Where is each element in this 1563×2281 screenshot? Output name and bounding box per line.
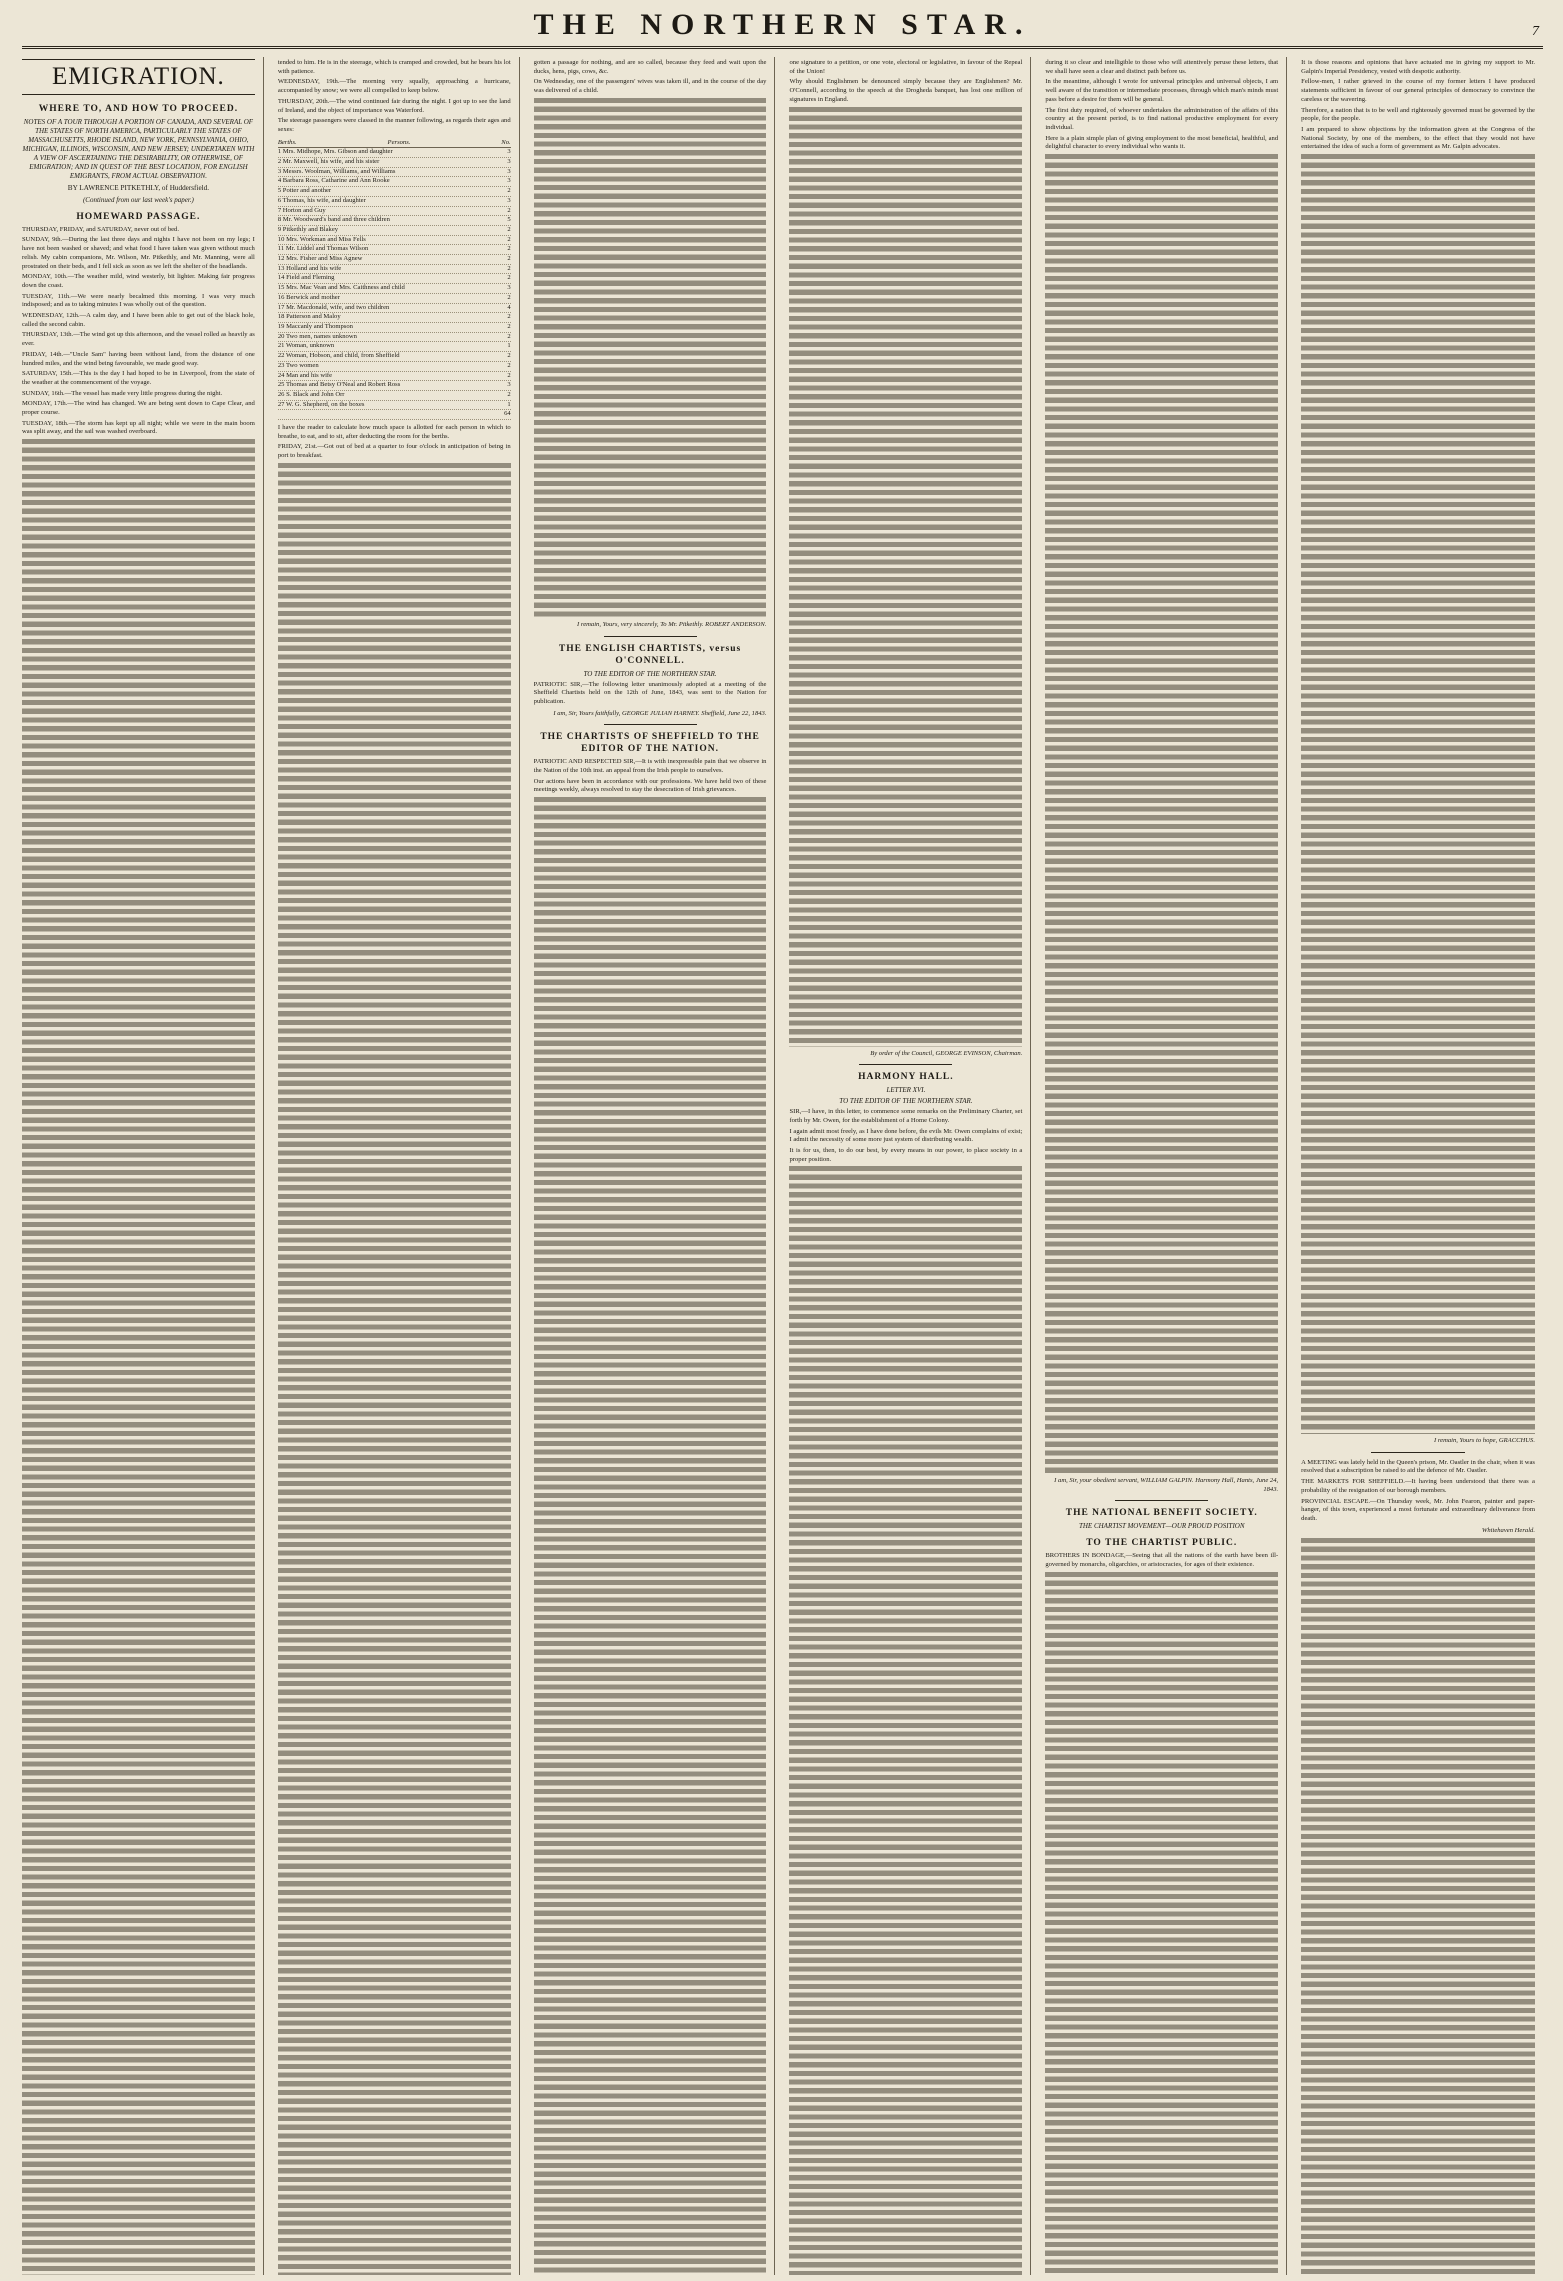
- article-heading: TO THE CHARTIST PUBLIC.: [1086, 1538, 1238, 1549]
- passenger-names: 3 Messrs. Woolman, Williams, and Williams: [277, 167, 396, 175]
- passenger-names: 7 Horton and Guy: [277, 206, 326, 214]
- passenger-row: [278, 187, 511, 197]
- column-2: [278, 57, 520, 2275]
- passenger-names: 21 Woman, unknown: [277, 342, 335, 350]
- article-subheading: THE CHARTIST MOVEMENT—OUR PROUD POSITION: [1078, 1522, 1245, 1531]
- passenger-names: 17 Mr. Macdonald, wife, and two children: [277, 303, 390, 311]
- passenger-count: 2: [507, 332, 511, 340]
- passenger-names: 4 Barbara Ross, Catharine and Ann Rooke: [277, 177, 390, 185]
- passenger-names: 9 Pitkethly and Blakey: [277, 225, 339, 233]
- paragraph: It is for us, then, to do our best, by every means in our power, to place society in a proper position.: [789, 1147, 1023, 1163]
- page-number: 7: [1532, 24, 1539, 39]
- paragraph: Here is a plain simple plan of giving employment to the most beneficial, healthful, and delightful character to every individual who wants it.: [1045, 134, 1279, 151]
- passenger-count: 2: [507, 264, 511, 272]
- passenger-names: 18 Patterson and Maloy: [277, 313, 341, 321]
- paragraph: gotten a passage for nothing, and are so called, because they feed and wait upon the ducks, hens, pigs, cows, &c.: [533, 59, 767, 75]
- paragraph: THURSDAY, 13th.—The wind got up this afternoon, and the vessel rolled as heavily as ever.: [22, 331, 255, 348]
- passenger-row: [278, 304, 511, 314]
- passenger-row: [278, 401, 511, 411]
- paragraph: THE MARKETS FOR SHEFFIELD.—It having been understood that there was a probability of the resignation of our borough members.: [1301, 1478, 1535, 1494]
- letter-signature: I am, Sir, Yours faithfully, GEORGE JULIAN HARNEY. Sheffield, June 22, 1843.: [553, 709, 767, 717]
- paragraph: Our actions have been in accordance with our professions. We have held two of these meetings weekly, always resolved to stay the desecration of Irish grievances.: [533, 777, 767, 794]
- passenger-names: 27 W. G. Shepherd, on the boxes: [277, 400, 365, 408]
- passenger-count: 2: [507, 313, 511, 321]
- passenger-list-persons-header: Persons.: [387, 138, 411, 146]
- passenger-count: 5: [507, 216, 511, 224]
- letter-signoff: I remain, Yours, very sincerely, To Mr. Pitkethly. ROBERT ANDERSON.: [577, 620, 767, 628]
- passenger-count: 3: [507, 167, 511, 175]
- dense-text-block: [1301, 154, 1535, 1434]
- passenger-row: [278, 255, 511, 265]
- paragraph: It is those reasons and opinions that have actuated me in giving my support to Mr. Galpin's Imperial Presidency, vested with despotic authority.: [1301, 59, 1535, 75]
- passenger-names: 23 Two women: [277, 361, 319, 369]
- paragraph: On Wednesday, one of the passengers' wives was taken ill, and in the course of the day was delivered of a child.: [533, 78, 767, 95]
- divider: [1371, 1452, 1465, 1453]
- paragraph: The steerage passengers were classed in the manner following, as regards their ages and sexes:: [277, 117, 511, 133]
- paragraph: PATRIOTIC SIR,—The following letter unanimously adopted at a meeting of the Sheffield Chartists held on the 12th of June, 1843, was sent to the Nation for publication.: [533, 680, 767, 705]
- paragraph: SATURDAY, 15th.—This is the day I had hoped to be in Liverpool, from the state of the weather at the commencement of the voyage.: [22, 370, 255, 386]
- paragraph: one signature to a petition, or one vote, electoral or legislative, in favour of the Repeal of the Union!: [789, 59, 1023, 75]
- passenger-row: [278, 265, 511, 275]
- paragraph: BROTHERS IN BONDAGE,—Seeing that all the nations of the earth have been ill-governed by monarchs, oligarchies, or aristocracies, for ages of their existence.: [1045, 1552, 1279, 1569]
- passenger-names: 5 Potter and another: [277, 187, 332, 195]
- passenger-row: [278, 158, 511, 168]
- passenger-count: 2: [507, 390, 511, 398]
- passenger-row: [278, 372, 511, 382]
- dense-text-block: [534, 98, 767, 618]
- paragraph: PROVINCIAL ESCAPE.—On Thursday week, Mr. John Fearon, painter and paper-hanger, of this town, experienced a most fortunate and extraordinary deliverance from death.: [1301, 1497, 1535, 1522]
- passenger-count: 2: [507, 293, 511, 301]
- continued-note: (Continued from our last week's paper.): [82, 195, 194, 204]
- source-credit: Whitehaven Herald.: [1481, 1526, 1535, 1534]
- dense-text-block: [1301, 1538, 1535, 2275]
- passenger-names: 16 Berwick and mother: [277, 293, 340, 301]
- passenger-names: 12 Mrs. Fisher and Miss Agnew: [277, 255, 363, 263]
- passenger-list-header: [278, 139, 511, 149]
- passenger-names: 1 Mrs. Midhope, Mrs. Gibson and daughter: [277, 148, 393, 156]
- paragraph: SIR,—I have, in this letter, to commence some remarks on the Preliminary Charter, set forth by Mr. Owen, for the establishment of a Home Colony.: [789, 1108, 1023, 1124]
- passenger-row: [278, 274, 511, 284]
- paragraph: tended to him. He is in the steerage, which is cramped and crowded, but he bears his lot with patience.: [277, 59, 511, 75]
- passenger-row: [278, 168, 511, 178]
- passenger-count: 2: [507, 187, 511, 195]
- addressee: TO THE EDITOR OF THE NORTHERN STAR.: [839, 1097, 973, 1106]
- paragraph: WEDNESDAY, 12th.—A calm day, and I have been able to get out of the black hole, called the second cabin.: [22, 312, 255, 328]
- dense-text-block: [1045, 1572, 1278, 2275]
- paragraph: THURSDAY, FRIDAY, and SATURDAY, never out of bed.: [22, 225, 179, 233]
- dense-text-block: [22, 439, 255, 2275]
- divider: [604, 636, 697, 637]
- passenger-list: [278, 139, 511, 420]
- passenger-names: 15 Mrs. Mac Vean and Mrs. Caithness and child: [277, 284, 405, 292]
- divider: [1115, 1500, 1208, 1501]
- divider: [604, 724, 697, 725]
- passenger-total: 64: [504, 410, 511, 418]
- letter-signature: I am, Sir, your obedient servant, WILLIAM GALPIN. Harmony Hall, Hants, June 24, 1843.: [1054, 1477, 1279, 1493]
- paragraph: I am prepared to show objections by the information given at the Congress of the National Society, by one of the members, to the effect that they would not have entertained the idea of such a form of government as Mr. Galpin advocates.: [1301, 125, 1535, 151]
- paragraph: A MEETING was lately held in the Queen's prison, Mr. Oastler in the chair, when it was resolved that a subscription be raised to aid the defence of Mr. Oastler.: [1301, 1458, 1535, 1475]
- paragraph: WEDNESDAY, 19th.—The morning very squally, approaching a hurricane, accompanied by snow; we were all compelled to keep below.: [277, 78, 511, 95]
- passenger-count: 3: [507, 148, 511, 156]
- passenger-row: [278, 352, 511, 362]
- passenger-row: [278, 148, 511, 158]
- passenger-count: 2: [507, 352, 511, 360]
- column-5: [1045, 57, 1287, 2275]
- passenger-list-berths-header: Berths.: [277, 138, 297, 146]
- dense-text-block: [789, 107, 1022, 1047]
- passenger-names: 11 Mr. Liddel and Thomas Wilson: [277, 245, 369, 253]
- dense-text-block: [789, 1166, 1022, 2275]
- dense-text-block: [278, 463, 511, 2275]
- passenger-names: 14 Field and Fleming: [277, 274, 335, 282]
- section-kicker: EMIGRATION.: [22, 59, 255, 95]
- paragraph: I have the reader to calculate how much space is allotted for each person in which to breathe, to eat, and to sit, after deducting the room for the berths.: [277, 424, 511, 440]
- column-4: [789, 57, 1031, 2275]
- dense-text-block: [534, 797, 767, 2275]
- passenger-count: 3: [507, 284, 511, 292]
- passenger-row: [278, 333, 511, 343]
- passenger-count: 3: [507, 381, 511, 389]
- passenger-names: 24 Man and his wife: [277, 371, 333, 379]
- masthead: [22, 6, 1543, 49]
- addressee: TO THE EDITOR OF THE NORTHERN STAR.: [583, 669, 717, 678]
- passenger-row: [278, 207, 511, 217]
- passenger-row: [278, 236, 511, 246]
- paragraph: FRIDAY, 14th.—"Uncle Sam" having been without land, from the distance of one hundred miles, and the wind being favourable, we made good way.: [22, 350, 255, 367]
- passenger-names: 10 Mrs. Workman and Miss Fells: [277, 235, 366, 243]
- letter-number: LETTER XVI.: [886, 1086, 926, 1095]
- passenger-row: [278, 177, 511, 187]
- article-heading: HARMONY HALL.: [858, 1072, 954, 1083]
- council-signature: By order of the Council, GEORGE EVINSON, Chairman.: [870, 1049, 1023, 1057]
- passenger-count: 4: [507, 303, 511, 311]
- passenger-names: 13 Holland and his wife: [277, 264, 342, 272]
- passenger-row: [278, 342, 511, 352]
- passenger-count: 2: [507, 206, 511, 214]
- paragraph: MONDAY, 17th.—The wind has changed. We are being sent down to Cape Clear, and proper course.: [22, 400, 255, 417]
- passenger-count: 2: [507, 322, 511, 330]
- paragraph: Fellow-men, I rather grieved in the course of my former letters I have produced statements sufficient in favour of our general principles of democracy to convince the careless or the wavering.: [1301, 78, 1535, 103]
- passenger-count: 2: [507, 274, 511, 282]
- passenger-row: [278, 381, 511, 391]
- dense-text-block: [1045, 154, 1278, 1474]
- passenger-row: [278, 245, 511, 255]
- passenger-names: 19 Maccanly and Thompson: [277, 322, 353, 330]
- paragraph: MONDAY, 10th.—The weather mild, wind westerly, bit lighter. Making fair progress down the coast.: [22, 273, 255, 289]
- passenger-names: 2 Mr. Maxwell, his wife, and his sister: [277, 158, 380, 166]
- paragraph: THURSDAY, 20th.—The wind continued fair during the night. I got up to see the land of Ireland, and the object of importance was Waterford.: [277, 97, 511, 114]
- article-heading: THE ENGLISH CHARTISTS, versus O'CONNELL.: [558, 643, 742, 666]
- column-3: [534, 57, 776, 2275]
- passenger-count: 2: [507, 245, 511, 253]
- passenger-names: 22 Woman, Hobson, and child, from Sheffield: [277, 352, 400, 360]
- passenger-row: [278, 294, 511, 304]
- article-heading: THE CHARTISTS OF SHEFFIELD TO THE EDITOR OF THE NATION.: [540, 732, 760, 755]
- letter-signature: I remain, Yours to hope, GRACCHUS.: [1433, 1437, 1535, 1445]
- passenger-row: [278, 391, 511, 401]
- paragraph: during it so clear and intelligible to those who will attentively peruse these letters, that we shall have seen a clear and distinct path before us.: [1045, 59, 1279, 75]
- passenger-row: [278, 323, 511, 333]
- passenger-row: [278, 313, 511, 323]
- passenger-names: 6 Thomas, his wife, and daughter: [277, 196, 366, 204]
- passenger-names: 20 Two men, names unknown: [277, 332, 357, 340]
- paragraph: PATRIOTIC AND RESPECTED SIR,—It is with inexpressible pain that we observe in the Nation of the 10th inst. an appeal from the Irish people to ourselves.: [533, 758, 767, 775]
- passenger-count: 2: [507, 371, 511, 379]
- passenger-row: [278, 226, 511, 236]
- paragraph: FRIDAY, 21st.—Got out of bed at a quarter to four o'clock in anticipation of being in port to breakfast.: [277, 443, 511, 460]
- passenger-row: [278, 284, 511, 294]
- passenger-names: 8 Mr. Woodward's band and three children: [277, 216, 390, 224]
- passenger-count: 1: [507, 342, 511, 350]
- passenger-names: 25 Thomas and Betsy O'Neal and Robert Ross: [277, 381, 401, 389]
- passenger-names: 26 S. Black and John Orr: [277, 390, 345, 398]
- paragraph: SUNDAY, 16th.—The vessel has made very little progress during the night.: [22, 389, 223, 397]
- paragraph: Therefore, a nation that is to be well and righteously governed must be governed by the people, for the people.: [1301, 106, 1535, 123]
- article-heading: THE NATIONAL BENEFIT SOCIETY.: [1065, 1508, 1258, 1519]
- passenger-total-row: [278, 410, 511, 420]
- paragraph: The first duty required, of whoever undertakes the administration of the affairs of this country at the present period, is to find national productive employment for every individual.: [1045, 106, 1279, 131]
- article-columns: [22, 57, 1543, 2275]
- headline: WHERE TO, AND HOW TO PROCEED.: [38, 104, 239, 114]
- series-note: NOTES OF A TOUR THROUGH A PORTION OF CANADA, AND SEVERAL OF THE STATES OF NORTH AMERICA, PARTICULARLY THE STATES OF MASSACHUSETTS, RHODE ISLAND, NEW YORK, PENNSYLVANIA, OHIO, MICHIGAN, ILLINOIS, WISCONSIN, AND NEW JERSEY; UNDERTAKEN WITH A VIEW OF ASCERTAINING THE DESIRABILITY, OR OTHERWISE, OF EMIGRATION; AND IN QUEST OF THE BEST LOCATION, FOR ENGLISH EMIGRANTS, FROM ACTUAL OBSERVATION.: [22, 118, 255, 180]
- section-heading: HOMEWARD PASSAGE.: [76, 211, 201, 222]
- byline: BY LAWRENCE PITKETHLY, of Huddersfield.: [67, 184, 210, 192]
- paragraph: Why should Englishmen be denounced simply because they are Englishmen? Mr. O'Connell, according to the speech at the Drogheda banquet, has lost one million of signatures in England.: [789, 78, 1023, 103]
- passenger-count: 2: [507, 235, 511, 243]
- paragraph: TUESDAY, 18th.—The storm has kept up all night; while we were in the main boom was split away, and the sail was washed overboard.: [22, 419, 255, 436]
- passenger-count: 2: [507, 225, 511, 233]
- passenger-count: 2: [507, 255, 511, 263]
- passenger-list-no-header: No.: [501, 138, 511, 146]
- paragraph: SUNDAY, 9th.—During the last three days and nights I have not been on my legs; I have not been washed or shaved; and what food I have taken was given without much relish. My cabin companions, Mr. Wilson, Mr. Pitkethly, and Mr. Manning, were all prostrated on their beds, and I fell sick as soon as we left the shelter of the headlands.: [22, 236, 255, 270]
- passenger-row: [278, 197, 511, 207]
- passenger-count: 2: [507, 361, 511, 369]
- passenger-count: 3: [507, 158, 511, 166]
- paragraph: I again admit most freely, as I have done before, the evils Mr. Owen complains of exist; I admit the necessity of some more just system of distributing wealth.: [789, 1127, 1023, 1144]
- paragraph: TUESDAY, 11th.—We were nearly becalmed this morning. I was very much indisposed; and as to taking minutes I was wholly out of the question.: [22, 292, 255, 309]
- passenger-rows: [278, 148, 511, 410]
- passenger-row: [278, 216, 511, 226]
- newspaper-title: THE NORTHERN STAR.: [533, 8, 1032, 41]
- paragraph: In the meantime, although I wrote for universal principles and universal objects, I am well aware of the transition or intermediate processes, through which man's minds must pass before a desire for them will be general.: [1045, 78, 1279, 103]
- passenger-count: 3: [507, 177, 511, 185]
- passenger-count: 1: [507, 400, 511, 408]
- divider: [859, 1064, 952, 1065]
- passenger-count: 3: [507, 196, 511, 204]
- column-6: [1301, 57, 1543, 2275]
- passenger-row: [278, 362, 511, 372]
- column-1: [22, 57, 264, 2275]
